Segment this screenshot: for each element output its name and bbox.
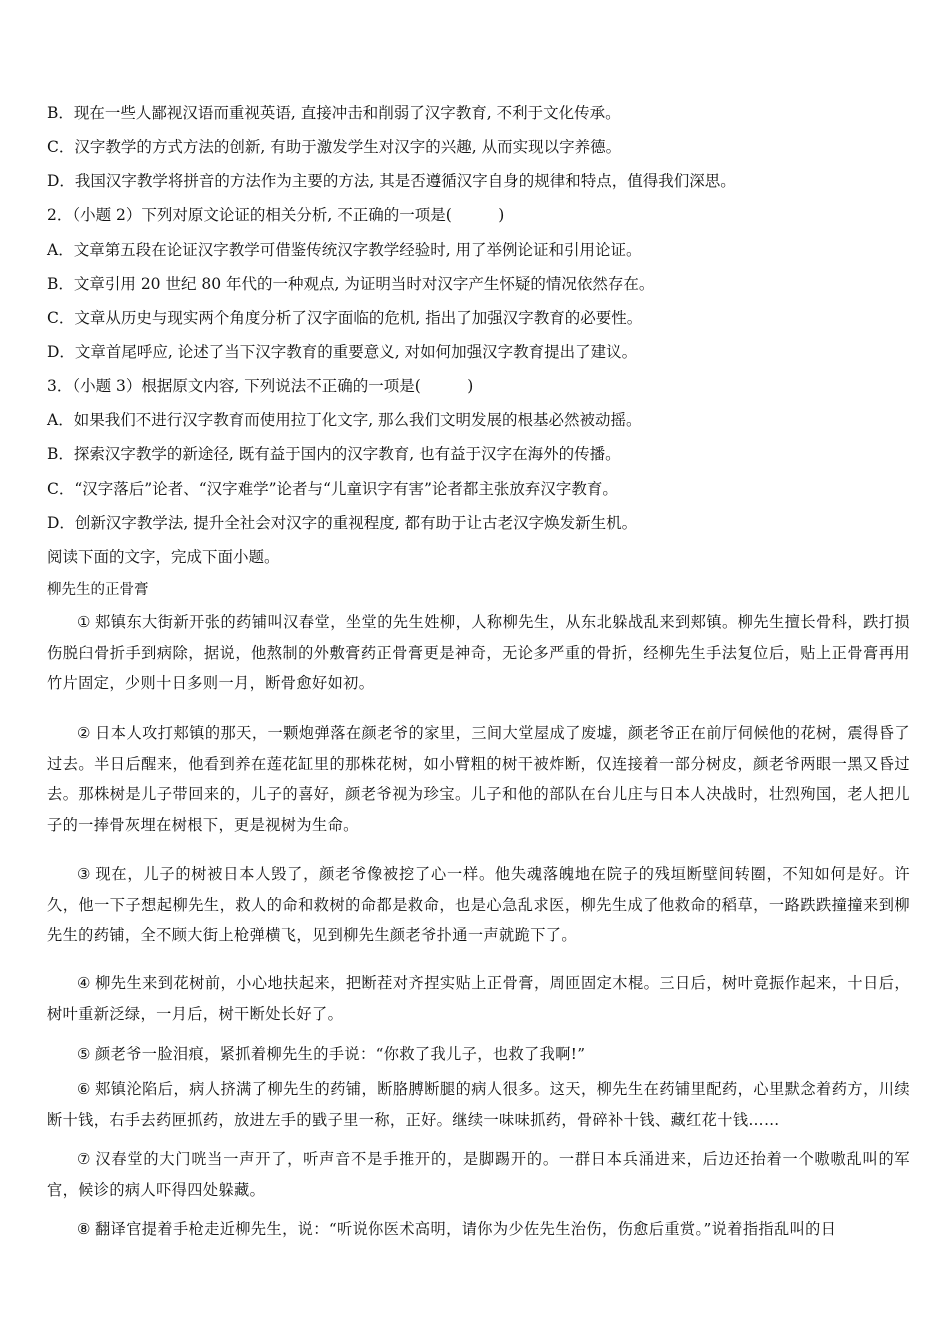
paragraph-number: ⑥ [77,1080,92,1098]
q1-option-d: D．我国汉字教学将拼音的方法作为主要的方法, 其是否遵循汉字自身的规律和特点，值得我们深思。 [47,172,736,190]
paragraph-text: 汉春堂的大门咣当一声开了，听声音不是手推开的，是脚踢开的。一群日本兵涌进来，后边还抬着一个嗷嗷乱叫的军官，候诊的病人吓得四处躲藏。 [47,1150,911,1199]
story-paragraph [47,1144,910,1205]
story-paragraph [47,1074,910,1135]
q2-option-c: C．文章从历史与现实两个角度分析了汉字面临的危机, 指出了加强汉字教育的必要性。 [47,309,643,327]
q2-option-b: B．文章引用 20 世纪 80 年代的一种观点, 为证明当时对汉字产生怀疑的情况依然存在。 [47,275,655,293]
q3-option-c: C．“汉字落后”论者、“汉字难学”论者与“儿童识字有害”论者都主张放弃汉字教育。 [47,480,618,498]
story-paragraph [47,968,910,1029]
reading-instruction: 阅读下面的文字，完成下面小题。 [47,548,280,566]
story-title: 柳先生的正骨膏 [47,582,149,598]
story-paragraph [47,718,910,841]
story-paragraph [47,1214,910,1245]
q3-option-b: B．探索汉字教学的新途径, 既有益于国内的汉字教育, 也有益于汉字在海外的传播。 [47,445,621,463]
q1-option-c: C．汉字教学的方式方法的创新, 有助于激发学生对汉字的兴趣, 从而实现以字养德。 [47,138,622,156]
paragraph-number: ④ [77,974,92,992]
story-paragraph [47,1039,910,1070]
paragraph-number: ③ [77,865,92,883]
paragraph-number: ② [77,724,92,742]
story-paragraph [47,607,910,699]
paragraph-text: 日本人攻打郏镇的那天，一颗炮弹落在颜老爷的家里，三间大堂屋成了废墟，颜老爷正在前厅伺候他的花树，震得昏了过去。半日后醒来，他看到养在莲花缸里的那株花树，如小臂粗的树干被炸断，仅连接着一部分树皮，颜老爷两眼一黑又昏过去。那株树是儿子带回来的，儿子的喜好，颜老爷视为珍宝。儿子和他的部队在台儿庄与日本人决战时，壮烈殉国，老人把儿子的一捧骨灰埋在树根下，更是视树为生命。 [47,724,910,835]
paragraph-number: ⑦ [77,1150,92,1168]
q3-stem: 3．（小题 3）根据原文内容, 下列说法不正确的一项是( ) [47,377,474,395]
q3-option-d: D．创新汉字教学法, 提升全社会对汉字的重视程度, 都有助于让古老汉字焕发新生机。 [47,514,638,532]
paragraph-text: 现在，儿子的树被日本人毁了，颜老爷像被挖了心一样。他失魂落魄地在院子的残垣断壁间转圈，不知如何是好。许久，他一下子想起柳先生，救人的命和救树的命都是救命，也是心急乱求医，柳先生成了他救命的稻草，一路跌跌撞撞来到柳先生的药铺，全不顾大街上枪弹横飞，见到柳先生颜老爷扑通一声就跪下了。 [47,865,911,945]
paragraph-text: 郏镇沦陷后，病人挤满了柳先生的药铺，断胳膊断腿的病人很多。这天，柳先生在药铺里配药，心里默念着药方，川续断十钱，右手去药匣抓药，放进左手的戥子里一称，正好。继续一味味抓药，骨碎补十钱、藏红花十钱…… [47,1080,910,1129]
paragraph-text: 郏镇东大街新开张的药铺叫汉春堂，坐堂的先生姓柳，人称柳先生，从东北躲战乱来到郏镇。柳先生擅长骨科，跌打损伤脱臼骨折手到病除，据说，他熬制的外敷膏药正骨膏更是神奇，无论多严重的骨折，经柳先生手法复位后，贴上正骨膏再用竹片固定，少则十日多则一月，断骨愈好如初。 [47,613,910,693]
paragraph-number: ⑧ [77,1220,92,1238]
q2-stem: 2．（小题 2）下列对原文论证的相关分析, 不正确的一项是( ) [47,206,505,224]
story-paragraph [47,859,910,951]
paragraph-text: 柳先生来到花树前，小心地扶起来，把断茬对齐捏实贴上正骨膏，周匝固定木棍。三日后，树叶竟振作起来，十日后，树叶重新泛绿，一月后，树干断处长好了。 [47,974,910,1023]
q3-option-a: A．如果我们不进行汉字教育而使用拉丁化文字, 那么我们文明发展的根基必然被动摇。 [47,411,642,429]
paragraph-number: ① [77,613,92,631]
q1-option-b: B．现在一些人鄙视汉语而重视英语, 直接冲击和削弱了汉字教育, 不利于文化传承。 [47,104,621,122]
paragraph-text: 翻译官提着手枪走近柳先生，说：“听说你医术高明，请你为少佐先生治伤，伤愈后重赏。”说着指指乱叫的日 [95,1220,837,1238]
paragraph-number: ⑤ [77,1045,92,1063]
q2-option-a: A．文章第五段在论证汉字教学可借鉴传统汉字教学经验时, 用了举例论证和引用论证。 [47,241,642,259]
paragraph-text: 颜老爷一脸泪痕，紧抓着柳先生的手说：“你救了我儿子，也救了我啊!” [95,1045,586,1063]
q2-option-d: D．文章首尾呼应, 论述了当下汉字教育的重要意义, 对如何加强汉字教育提出了建议。 [47,343,638,361]
